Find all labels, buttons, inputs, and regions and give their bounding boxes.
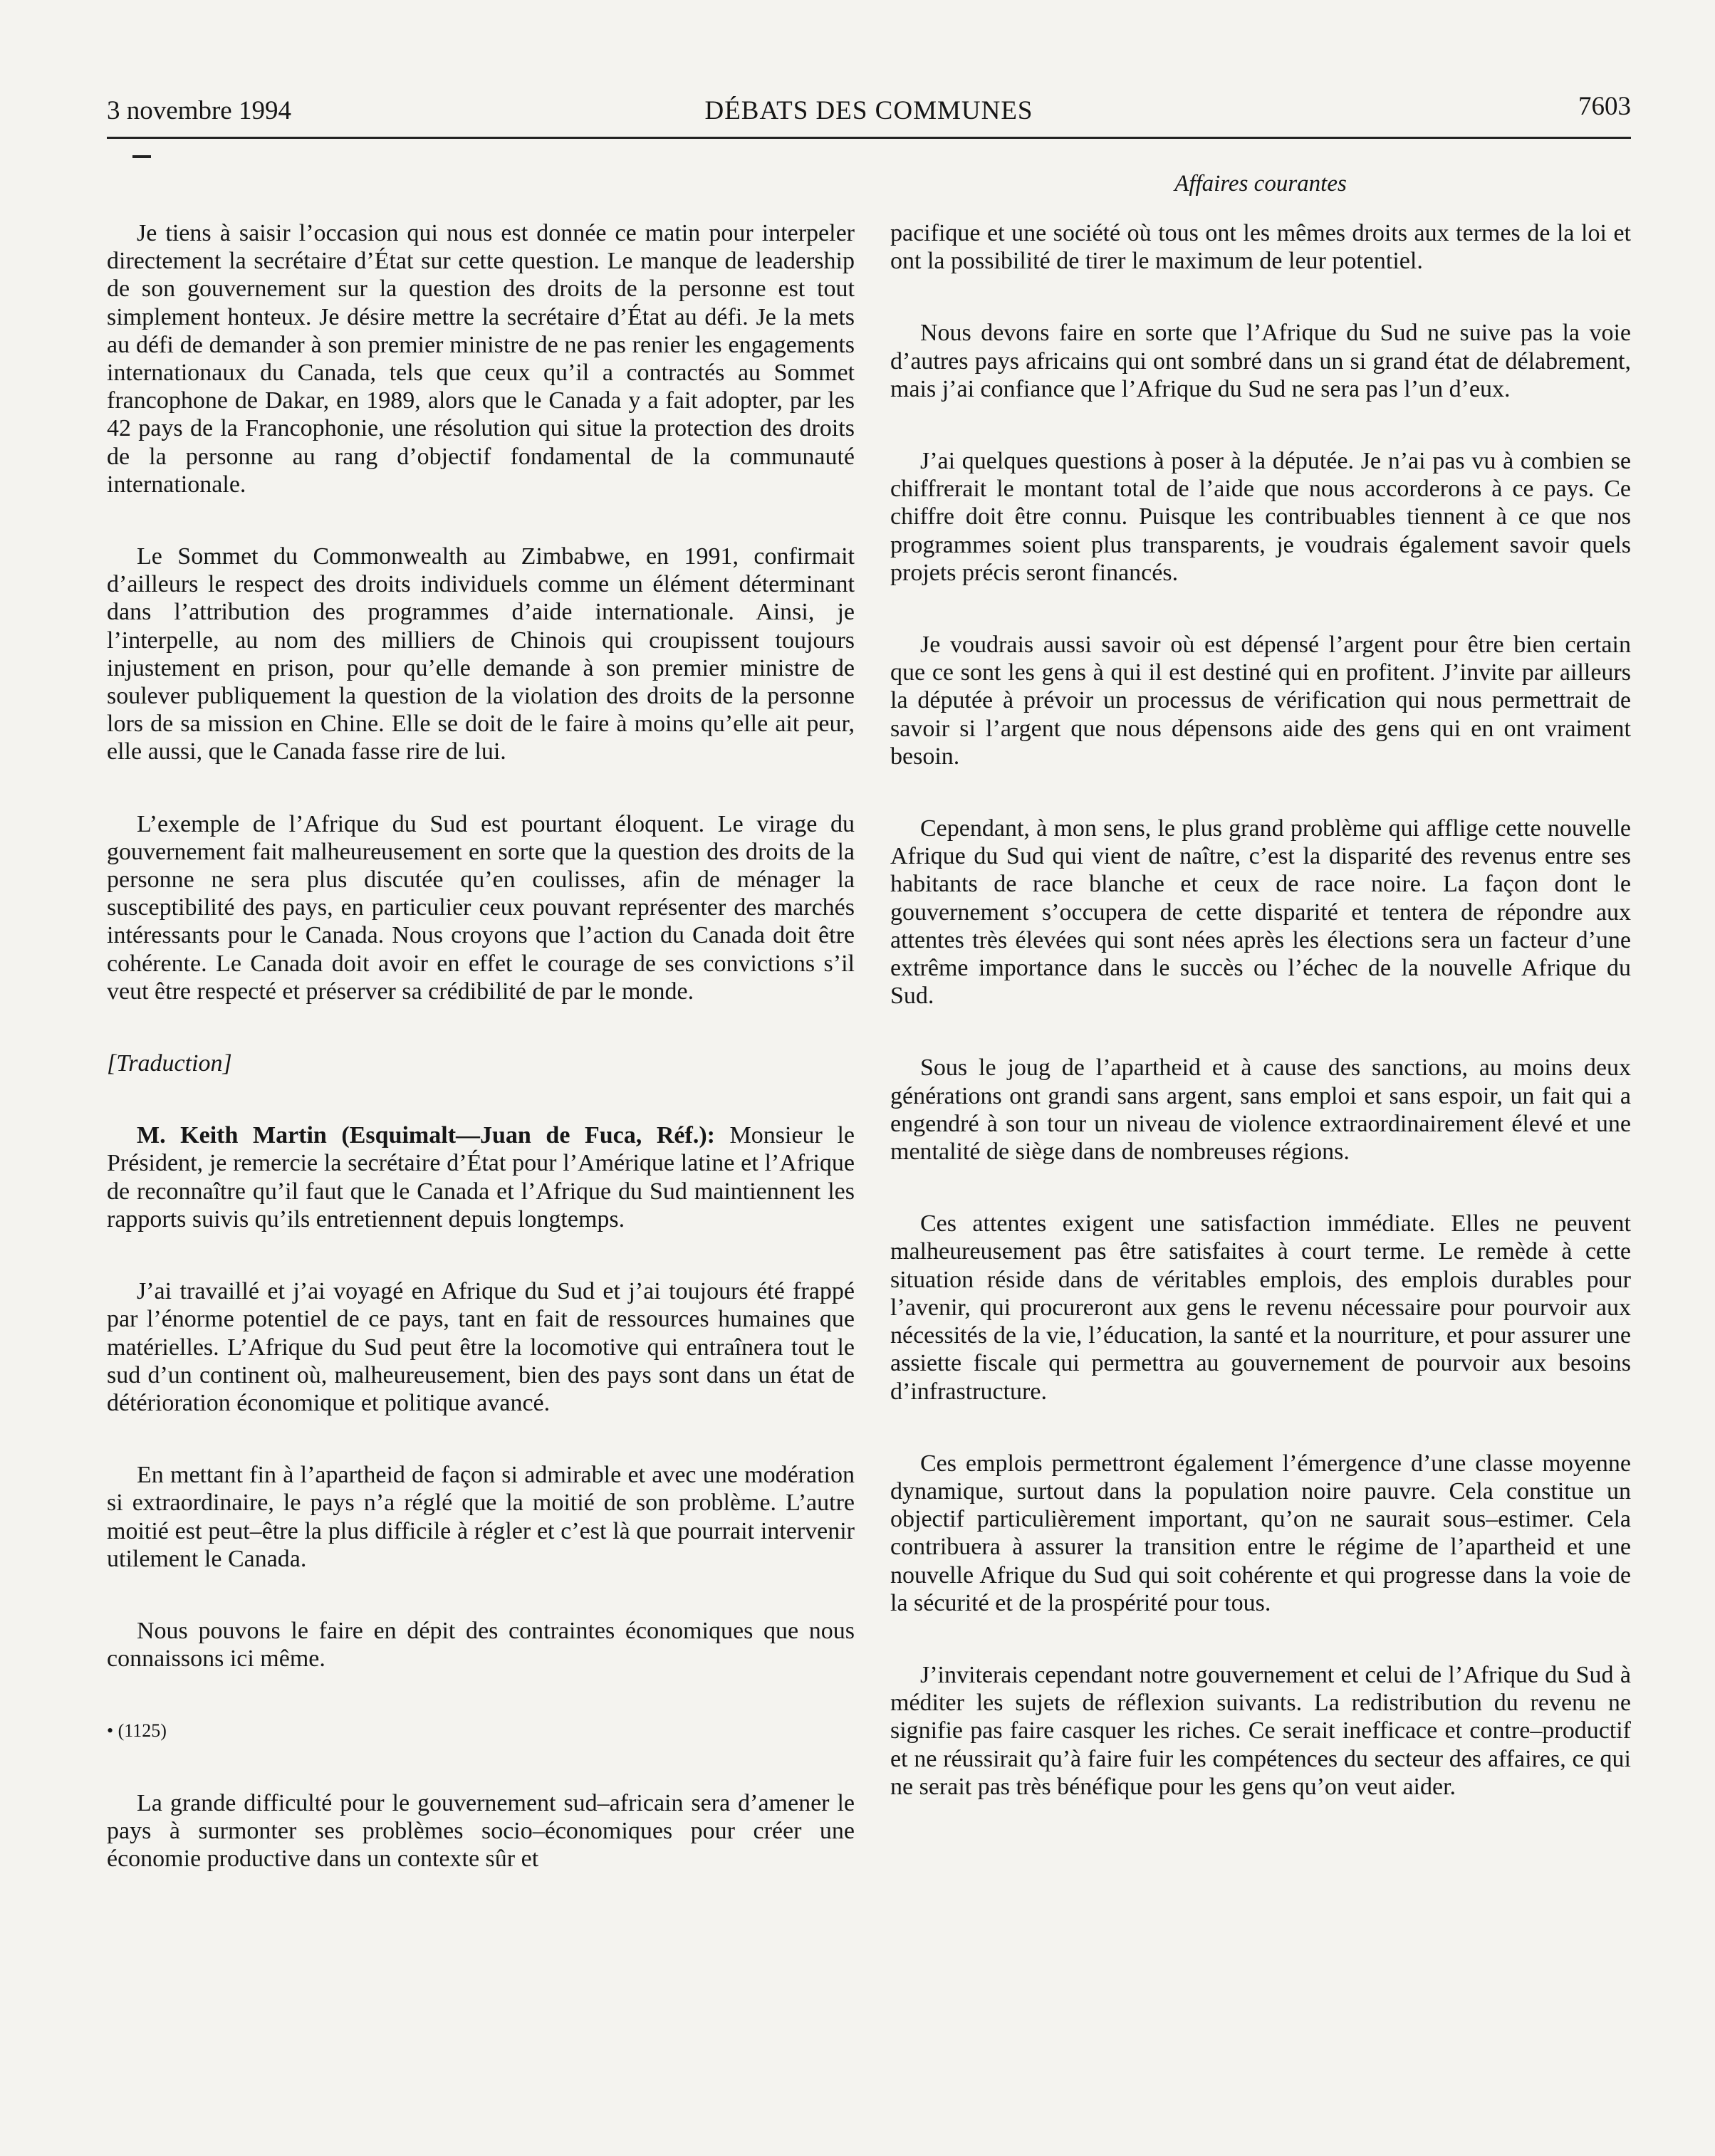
page-number: 7603: [1578, 92, 1631, 121]
right-column: [890, 219, 1631, 1801]
paragraph: Le Sommet du Commonwealth au Zimbabwe, en 1991, confirmait d’ailleurs le respect des droits individuels comme un élément déterminant dans l’attribution des programmes d’aide internationale. Ainsi, je l’interpelle, au nom des milliers de Chinois qui croupissent toujours injustement en prison, pour qu’elle demande à son premier ministre de soulever publiquement la question de la violation des droits de la personne lors de sa mission en Chine. Elle se doit de le faire à moins qu’elle ait peur, elle aussi, que le Canada fasse rire de lui.: [107, 543, 855, 765]
speech-text: Monsieur le Président, je remercie la secrétaire d’État pour l’Amérique latine et l’Afrique de reconnaître qu’il faut que le Canada et l’Afrique du Sud maintiennent les rapports suivis qu’ils entretiennent depuis longtemps.: [107, 1122, 855, 1233]
paragraph: En mettant fin à l’apartheid de façon si admirable et avec une modération si extraordinaire, le pays n’a réglé que la moitié de son problème. L’autre moitié est peut–être la plus difficile à régler et c’est là que pourrait intervenir utilement le Canada.: [107, 1462, 855, 1572]
paragraph: J’inviterais cependant notre gouvernement et celui de l’Afrique du Sud à méditer les sujets de réflexion suivants. La redistribution du revenu ne signifie pas faire casquer les riches. Ce serait inefficace et contre–productif et ne réussirait qu’à faire fuir les compétences du secteur des affaires, ce qui ne serait pas très bénéfique pour les gens qu’on veut aider.: [890, 1661, 1631, 1800]
paragraph: Sous le joug de l’apartheid et à cause des sanctions, au moins deux générations ont grandi sans argent, sans emploi et sans espoir, un fait qui a engendré à son tour un niveau de violence extraordinairement élevé et une mentalité de siège dans de nombreuses régions.: [890, 1055, 1631, 1166]
header-date: 3 novembre 1994: [107, 96, 291, 125]
speaker-name: M. Keith Martin (Esquimalt—Juan de Fuca, Réf.):: [137, 1122, 715, 1149]
paragraph: J’ai quelques questions à poser à la députée. Je n’ai pas vu à combien se chiffrerait le montant total de l’aide que nous accorderons à ce pays. Ce chiffre doit être connu. Puisque les contribuables tiennent à ce que nos programmes soient plus transparents, je voudrais également savoir quels projets précis seront financés.: [890, 448, 1631, 586]
paragraph: pacifique et une société où tous ont les mêmes droits aux termes de la loi et ont la possibilité de tirer le maximum de leur potentiel.: [890, 220, 1631, 275]
paragraph: Je tiens à saisir l’occasion qui nous est donnée ce matin pour interpeler directement la secrétaire d’État sur cette question. Le manque de leadership de son gouvernement sur la question des droits de la personne est tout simplement honteux. Je désire mettre la secrétaire d’État au défi. Je la mets au défi de demander à son premier ministre de ne pas renier les engagements internationaux du Canada, tels que ceux qu’il a contractés au Sommet francophone de Dakar, en 1989, alors que le Canada y a fait adopter, par les 42 pays de la Francophonie, une résolution qui situe la protection des droits de la personne au rang d’objectif fondamental de la communauté internationale.: [107, 220, 855, 498]
decorative-dash: [132, 155, 151, 158]
paragraph: Nous devons faire en sorte que l’Afrique du Sud ne suive pas la voie d’autres pays africains qui ont sombré dans un si grand état de délabrement, mais j’ai confiance que l’Afrique du Sud ne sera pas l’un d’eux.: [890, 320, 1631, 402]
left-column: [107, 219, 855, 1873]
time-marker: • (1125): [107, 1720, 167, 1742]
page-header: [107, 91, 1631, 135]
paragraph: J’ai travaillé et j’ai voyagé en Afrique du Sud et j’ai toujours été frappé par l’énorme potentiel de ce pays, tant en fait de ressources humaines que matérielles. L’Afrique du Sud peut être la locomotive qui entraînera tout le sud d’un continent où, malheureusement, bien des pays sont dans un état de détérioration économique et politique avancé.: [107, 1278, 855, 1416]
header-title: DÉBATS DES COMMUNES: [704, 96, 1033, 125]
paragraph: Je voudrais aussi savoir où est dépensé l’argent pour être bien certain que ce sont les gens à qui il est destiné qui en profitent. J’invite par ailleurs la députée à prévoir un processus de vérification qui nous permettrait de savoir si l’argent que nous dépensons aide des gens qui en ont vraiment besoin.: [890, 632, 1631, 770]
header-rule: [107, 137, 1631, 139]
paragraph: La grande difficulté pour le gouvernement sud–africain sera d’amener le pays à surmonter ses problèmes socio–économiques pour créer une économie productive dans un contexte sûr et: [107, 1789, 855, 1872]
paragraph: Cependant, à mon sens, le plus grand problème qui afflige cette nouvelle Afrique du Sud qui vient de naître, c’est la disparité des revenus entre ses habitants de race blanche et ceux de race noire. La façon dont le gouvernement s’occupera de cette disparité et tentera de répondre aux attentes très élevées qui sont nées après les élections sera un facteur d’une extrême importance dans le succès ou l’échec de la nouvelle Afrique du Sud.: [890, 815, 1631, 1010]
paragraph: Ces attentes exigent une satisfaction immédiate. Elles ne peuvent malheureusement pas être satisfaites à court terme. Le remède à cette situation réside dans de véritables emplois, des emplois durables pour l’avenir, qui procureront aux gens le revenu nécessaire pour pourvoir aux nécessités de la vie, l’éducation, la santé et la nourriture, et pour assurer une assiette fiscale qui permettra au gouvernement de pourvoir aux besoins d’infrastructure.: [890, 1210, 1631, 1405]
speaker-paragraph: [107, 1121, 855, 1233]
paragraph: Ces emplois permettront également l’émergence d’une classe moyenne dynamique, surtout dans la population noire pauvre. Cela constitue un objectif particulièrement important, qu’on ne saurait sous–estimer. Cela contribuera à assurer la transition entre le régime de l’apartheid et une nouvelle Afrique du Sud qui soit cohérente et qui progresse dans la voie de la sécurité et de la prospérité pour tous.: [890, 1450, 1631, 1616]
paragraph: L’exemple de l’Afrique du Sud est pourtant éloquent. Le virage du gouvernement fait malheureusement en sorte que la question des droits de la personne ne sera plus discutée qu’en coulisses, afin de ménager la susceptibilité des pays, en particulier ceux pouvant représenter des marchés intéressants pour le Canada. Nous croyons que l’action du Canada doit être cohérente. Le Canada doit avoir en effet le courage de ses convictions s’il veut être respecté et préserver sa crédibilité de par le monde.: [107, 810, 855, 1005]
paragraph: Nous pouvons le faire en dépit des contraintes économiques que nous connaissons ici même.: [107, 1617, 855, 1673]
running-head: Affaires courantes: [1174, 171, 1347, 197]
translation-tag: [Traduction]: [107, 1050, 232, 1077]
